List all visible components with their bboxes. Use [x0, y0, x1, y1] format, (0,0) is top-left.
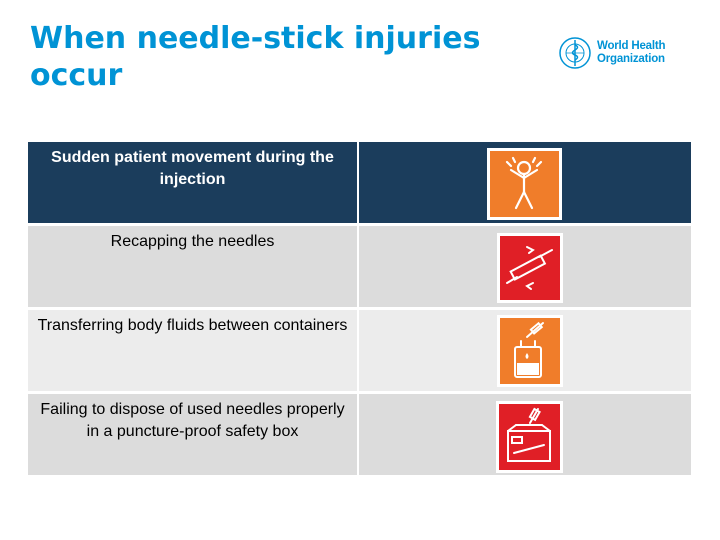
table-row	[28, 142, 691, 223]
startled-person-icon	[487, 148, 562, 220]
cause-text: Transferring body fluids between containers	[28, 310, 359, 391]
logo-line-2: Organization	[597, 53, 665, 65]
logo-line-1: World Health	[597, 40, 666, 52]
table-row	[28, 310, 691, 391]
page-title: When needle-stick injuries occur	[30, 21, 481, 93]
fluid-transfer-icon	[497, 315, 563, 387]
cause-text: Recapping the needles	[28, 226, 359, 307]
cause-text: Failing to dispose of used needles properly in a puncture-proof safety box	[28, 394, 359, 475]
table-row	[28, 226, 691, 307]
safety-box-icon	[496, 401, 563, 473]
cause-text: Sudden patient movement during the injection	[28, 142, 359, 223]
who-emblem-icon	[558, 36, 592, 70]
needle-recapping-icon	[497, 233, 563, 303]
who-logo	[558, 36, 665, 70]
table-row	[28, 394, 691, 475]
injury-table	[28, 142, 691, 478]
